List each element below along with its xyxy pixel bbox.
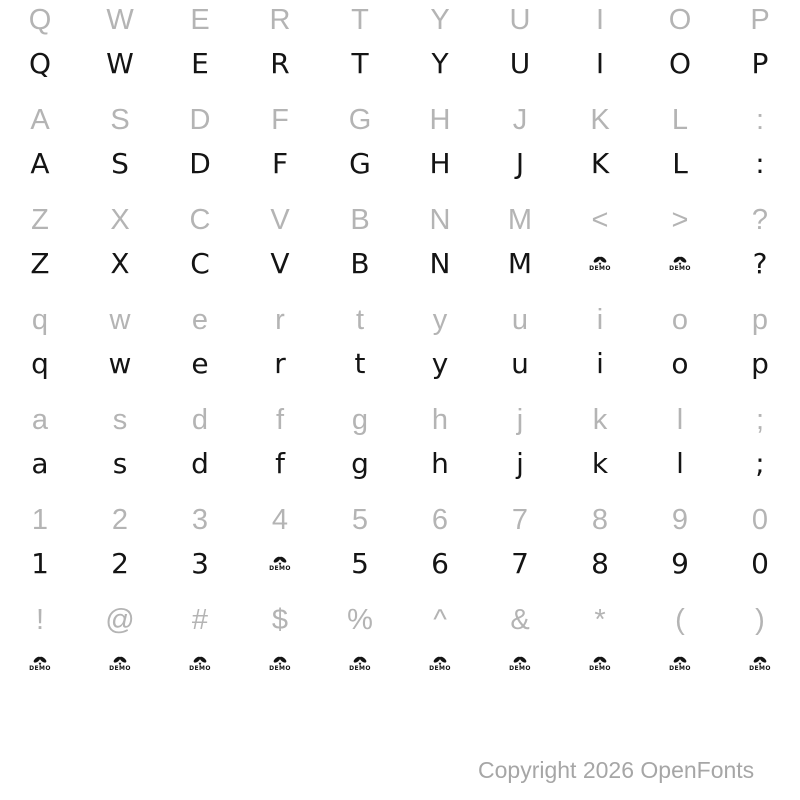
demo-label: DEMO	[589, 264, 611, 272]
reference-char: 9	[671, 503, 689, 536]
reference-char: M	[507, 203, 533, 236]
reference-char: a	[31, 403, 49, 436]
reference-char: l	[676, 403, 684, 436]
font-glyph-char: F	[271, 147, 289, 180]
reference-row	[0, 500, 800, 540]
font-glyph-char: P	[751, 47, 769, 80]
demo-placeholder-glyph	[269, 556, 291, 573]
font-glyph-char: X	[110, 247, 130, 280]
reference-char: Y	[430, 3, 450, 36]
reference-char: R	[269, 3, 291, 36]
font-glyph-char: V	[270, 247, 290, 280]
demo-font-row	[0, 540, 800, 588]
font-glyph-char: A	[30, 147, 50, 180]
reference-row	[0, 600, 800, 640]
demo-placeholder-glyph	[589, 256, 611, 273]
font-glyph-char: T	[351, 47, 369, 80]
demo-placeholder-glyph	[669, 656, 691, 673]
demo-label: DEMO	[349, 664, 371, 672]
font-glyph-char: h	[431, 447, 449, 480]
reference-char: w	[109, 303, 131, 336]
reference-char: 1	[31, 503, 49, 536]
reference-char: (	[675, 603, 685, 636]
reference-char: <	[591, 203, 609, 236]
font-glyph-char: :	[755, 147, 765, 180]
font-glyph-char: u	[511, 347, 529, 380]
reference-char: e	[191, 303, 209, 336]
demo-label: DEMO	[269, 564, 291, 572]
reference-char: 0	[751, 503, 769, 536]
reference-char: s	[112, 403, 128, 436]
font-glyph-char: q	[31, 347, 49, 380]
font-glyph-char: 9	[671, 547, 689, 580]
reference-char: :	[755, 103, 765, 136]
reference-char: 8	[591, 503, 609, 536]
reference-char: o	[671, 303, 689, 336]
reference-char: k	[592, 403, 608, 436]
font-glyph-char: M	[507, 247, 533, 280]
demo-font-row	[0, 340, 800, 388]
demo-label: DEMO	[189, 664, 211, 672]
demo-label: DEMO	[669, 664, 691, 672]
reference-char: E	[190, 3, 210, 36]
font-glyph-char: f	[275, 447, 285, 480]
reference-char: H	[429, 103, 451, 136]
font-glyph-char: O	[668, 47, 692, 80]
font-glyph-char: Q	[28, 47, 52, 80]
font-glyph-char: d	[191, 447, 209, 480]
reference-char: B	[350, 203, 370, 236]
font-glyph-char: i	[596, 347, 604, 380]
font-glyph-char: Z	[30, 247, 50, 280]
reference-char: W	[106, 3, 134, 36]
font-glyph-char: H	[429, 147, 451, 180]
font-glyph-char: ;	[755, 447, 765, 480]
font-glyph-char: L	[672, 147, 688, 180]
font-glyph-char: o	[671, 347, 689, 380]
reference-char: *	[594, 603, 606, 636]
reference-char: &	[510, 603, 530, 636]
font-glyph-char: S	[111, 147, 129, 180]
reference-char: C	[189, 203, 211, 236]
reference-char: O	[668, 3, 692, 36]
demo-placeholder-glyph	[29, 656, 51, 673]
demo-placeholder-glyph	[429, 656, 451, 673]
font-glyph-char: 5	[351, 547, 369, 580]
reference-char: )	[755, 603, 765, 636]
reference-row	[0, 200, 800, 240]
font-glyph-char: U	[509, 47, 531, 80]
demo-label: DEMO	[29, 664, 51, 672]
reference-char: 2	[111, 503, 129, 536]
reference-row	[0, 400, 800, 440]
font-glyph-char: N	[429, 247, 451, 280]
demo-label: DEMO	[669, 264, 691, 272]
reference-char: N	[429, 203, 451, 236]
reference-char: @	[105, 603, 135, 636]
demo-placeholder-glyph	[589, 656, 611, 673]
reference-char: 3	[191, 503, 209, 536]
font-glyph-char: w	[108, 347, 132, 380]
reference-char: J	[512, 103, 528, 136]
font-glyph-char: B	[350, 247, 370, 280]
font-glyph-char: W	[106, 47, 134, 80]
demo-placeholder-glyph	[109, 656, 131, 673]
reference-char: S	[110, 103, 130, 136]
reference-char: V	[270, 203, 290, 236]
font-glyph-char: Y	[431, 47, 449, 80]
font-glyph-char: p	[751, 347, 769, 380]
font-glyph-char: 1	[31, 547, 49, 580]
reference-char: P	[750, 3, 770, 36]
font-glyph-char: 8	[591, 547, 609, 580]
reference-char: I	[595, 3, 605, 36]
reference-char: 4	[271, 503, 289, 536]
reference-char: h	[431, 403, 449, 436]
demo-placeholder-glyph	[269, 656, 291, 673]
demo-placeholder-glyph	[509, 656, 531, 673]
reference-char: A	[30, 103, 50, 136]
reference-char: D	[189, 103, 211, 136]
demo-placeholder-glyph	[669, 256, 691, 273]
reference-row	[0, 300, 800, 340]
reference-char: p	[751, 303, 769, 336]
reference-char: ?	[751, 203, 769, 236]
reference-char: X	[110, 203, 130, 236]
font-glyph-char: e	[191, 347, 209, 380]
reference-char: T	[351, 3, 369, 36]
reference-char: Q	[28, 3, 52, 36]
font-glyph-char: R	[270, 47, 290, 80]
font-glyph-char: I	[595, 47, 605, 80]
font-glyph-char: k	[591, 447, 609, 480]
reference-char: 7	[511, 503, 529, 536]
reference-char: $	[271, 603, 289, 636]
font-glyph-char: K	[590, 147, 610, 180]
font-glyph-char: G	[349, 147, 371, 180]
reference-char: ;	[755, 403, 765, 436]
demo-label: DEMO	[109, 664, 131, 672]
reference-char: !	[35, 603, 45, 636]
reference-char: F	[271, 103, 289, 136]
font-glyph-char: 3	[191, 547, 209, 580]
demo-font-row	[0, 40, 800, 88]
reference-char: f	[275, 403, 285, 436]
reference-row	[0, 100, 800, 140]
font-glyph-char: E	[191, 47, 209, 80]
reference-char: L	[671, 103, 689, 136]
font-glyph-char: s	[112, 447, 128, 480]
reference-char: r	[275, 303, 285, 336]
font-glyph-char: 7	[511, 547, 529, 580]
demo-label: DEMO	[749, 664, 771, 672]
reference-char: U	[509, 3, 531, 36]
font-glyph-char: r	[274, 347, 286, 380]
reference-char: #	[191, 603, 209, 636]
font-glyph-char: J	[515, 147, 525, 180]
reference-char: %	[347, 603, 373, 636]
font-glyph-char: D	[189, 147, 211, 180]
reference-char: t	[355, 303, 365, 336]
copyright-text: Copyright 2026 OpenFonts	[478, 757, 755, 783]
reference-char: d	[191, 403, 209, 436]
demo-font-row	[0, 440, 800, 488]
reference-char: 6	[431, 503, 449, 536]
reference-char: >	[671, 203, 689, 236]
font-glyph-char: a	[31, 447, 49, 480]
demo-label: DEMO	[509, 664, 531, 672]
font-glyph-char: g	[351, 447, 369, 480]
reference-char: G	[348, 103, 372, 136]
reference-char: 5	[351, 503, 369, 536]
font-glyph-char: 6	[431, 547, 449, 580]
demo-label: DEMO	[269, 664, 291, 672]
reference-char: j	[516, 403, 524, 436]
demo-font-row	[0, 140, 800, 188]
font-glyph-char: t	[354, 347, 366, 380]
reference-char: u	[511, 303, 529, 336]
demo-placeholder-glyph	[349, 656, 371, 673]
font-glyph-char: j	[516, 447, 524, 480]
reference-char: g	[351, 403, 369, 436]
reference-char: Z	[31, 203, 49, 236]
font-glyph-char: y	[431, 347, 449, 380]
reference-char: i	[596, 303, 604, 336]
font-glyph-char: 0	[751, 547, 769, 580]
reference-char: y	[432, 303, 448, 336]
demo-label: DEMO	[589, 664, 611, 672]
demo-font-row	[0, 640, 800, 688]
demo-label: DEMO	[429, 664, 451, 672]
demo-placeholder-glyph	[189, 656, 211, 673]
reference-char: ^	[433, 603, 447, 636]
font-glyph-char: l	[676, 447, 684, 480]
font-glyph-char: 2	[111, 547, 129, 580]
demo-font-row	[0, 240, 800, 288]
reference-char: K	[590, 103, 610, 136]
font-glyph-char: C	[190, 247, 210, 280]
demo-placeholder-glyph	[749, 656, 771, 673]
font-glyph-char: ?	[752, 247, 768, 280]
reference-row	[0, 0, 800, 40]
reference-char: q	[31, 303, 49, 336]
